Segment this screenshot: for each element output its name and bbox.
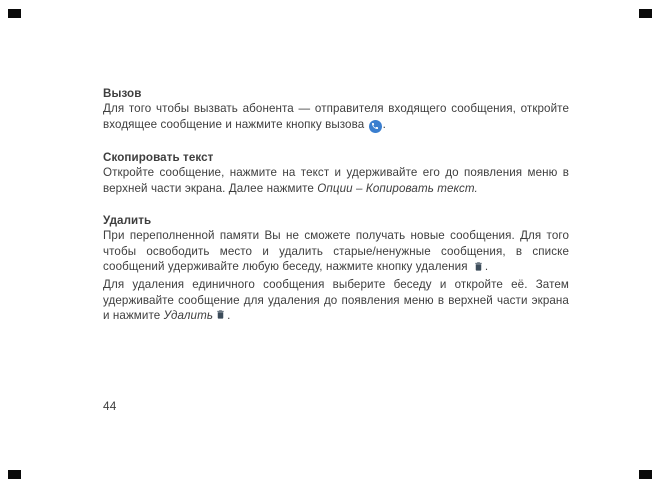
section-delete-heading: Удалить	[103, 214, 152, 228]
menu-item-text: Удалить	[163, 308, 214, 322]
crop-mark-bottom-left	[8, 470, 21, 479]
page-number: 44	[103, 399, 117, 413]
section-delete-paragraph-2	[103, 277, 569, 326]
section-call-heading: Вызов	[103, 87, 142, 100]
section-call	[103, 86, 569, 133]
body-text: Для того чтобы вызвать абонента — отправителя входящего сообщения, откройте входящее сообщение и нажмите кнопку вызова	[103, 102, 569, 131]
menu-path-text: Опции – Копировать текст.	[317, 181, 478, 195]
body-text: .	[227, 308, 231, 322]
crop-mark-bottom-right	[639, 470, 652, 479]
phone-call-icon	[369, 120, 382, 133]
section-copy-paragraph	[103, 165, 569, 196]
section-copy-text	[103, 150, 569, 196]
crop-mark-top-right	[639, 9, 652, 18]
trash-delete-icon	[473, 260, 484, 277]
section-call-paragraph	[103, 101, 569, 132]
page-content	[103, 86, 569, 326]
body-text: .	[484, 260, 489, 274]
body-text: Для удаления единичного сообщения выберите беседу и откройте её. Затем удерживайте сообщение для удаления до появления меню в верхней части экрана и нажмите	[103, 278, 569, 322]
section-delete	[103, 213, 569, 326]
section-copy-heading: Скопировать текст	[103, 150, 214, 164]
body-text: .	[382, 117, 386, 131]
section-delete-paragraph-1	[103, 228, 569, 277]
body-text: Откройте сообщение, нажмите на текст и удерживайте его до появления меню в верхней части экрана. Далее нажмите	[103, 166, 569, 195]
crop-mark-top-left	[8, 9, 21, 18]
trash-delete-icon	[215, 308, 226, 325]
body-text: При переполненной памяти Вы не сможете получать новые сообщения. Для того чтобы освободить место и удалить старые/ненужные сообщения, в списке сообщений удерживайте любую беседу, нажмите кнопку удаления	[103, 229, 569, 274]
